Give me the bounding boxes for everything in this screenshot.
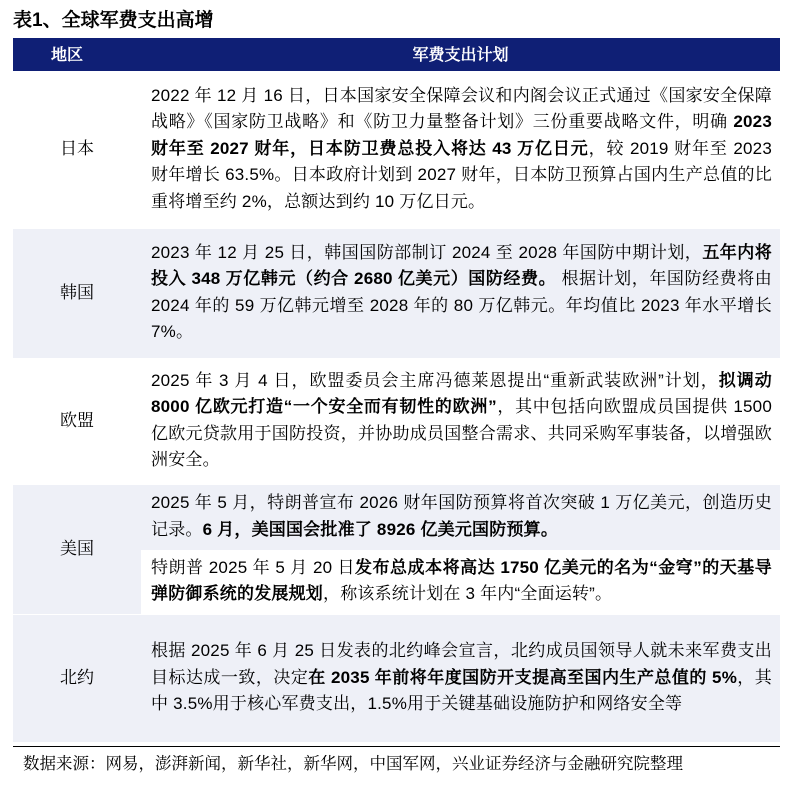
row-korea <box>13 228 780 358</box>
plan-nato <box>141 614 780 742</box>
header-region: 地区 <box>13 38 141 70</box>
plan-usa-2 <box>141 550 780 614</box>
region-nato: 北约 <box>13 614 141 742</box>
plan-eu <box>141 358 780 484</box>
table-header-row <box>13 38 780 70</box>
military-spending-table <box>13 38 780 742</box>
plan-text: 根据 2025 年 6 月 25 日发表的北约峰会宣言，北约成员国领导人就未来军费支出目标达成一致，决定 <box>151 641 772 687</box>
plan-text: 2023 年 12 月 25 日，韩国国防部制订 2024 至 2028 年国防中期计划， <box>151 242 703 262</box>
plan-text: 2025 年 5 月，特朗普宣布 2026 财年国防预算将首次突破 1 万亿美元，创造历史记录。 <box>151 493 772 539</box>
plan-usa-1 <box>141 484 780 550</box>
row-eu <box>13 358 780 484</box>
plan-text: 2025 年 3 月 4 日，欧盟委员会主席冯德莱恩提出“重新武装欧洲”计划， <box>151 370 719 390</box>
row-nato <box>13 614 780 742</box>
plan-japan <box>141 70 780 228</box>
region-japan: 日本 <box>13 70 141 228</box>
plan-text-bold: 拟调动 8000 亿欧元打造“一个安全而有韧性的欧洲” <box>151 370 772 416</box>
plan-text: ，其中包括向欧盟成员国提供 1500 亿欧元贷款用于国防投资，并协助成员国整合需求、共同采购军事装备，以增强欧洲安全。 <box>151 397 772 469</box>
table-bottom-rule <box>13 746 780 747</box>
plan-text: ，其中 3.5%用于核心军费支出，1.5%用于关键基础设施防护和网络安全等 <box>151 667 772 713</box>
region-usa: 美国 <box>13 484 141 614</box>
plan-text: 根据计划，年国防经费将由 2024 年的 59 万亿韩元增至 2028 年的 80 万亿韩元。年均值比 2023 年水平增长 7%。 <box>151 269 772 341</box>
row-usa-1 <box>13 484 780 550</box>
table-title: 表1、全球军费支出高增 <box>13 10 214 31</box>
plan-text-bold: 在 2035 年前将年度国防开支提高至国内生产总值的 5% <box>308 667 738 687</box>
plan-text: ，称该系统计划在 3 年内“全面运转”。 <box>323 584 613 604</box>
plan-text-bold: 五年内将投入 348 万亿韩元（约合 2680 亿美元）国防经费。 <box>151 242 772 288</box>
plan-text-bold: 2023 财年至 2027 财年，日本防卫费总投入将达 43 万亿日元 <box>151 112 772 158</box>
plan-korea <box>141 228 780 358</box>
plan-text: ，较 2019 财年至 2023 财年增长 63.5%。日本政府计划到 2027 财年，日本防卫预算占国内生产总值的比重将增至约 2%，总额达到约 10 万亿日元。 <box>151 138 772 211</box>
plan-text-bold: 6 月，美国国会批准了 8926 亿美元国防预算。 <box>202 519 559 539</box>
row-japan <box>13 70 780 228</box>
plan-text: 2022 年 12 月 16 日，日本国家安全保障会议和内阁会议正式通过《国家安全保障战略》《国家防卫战略》和《防卫力量整备计划》三份重要战略文件，明确 <box>151 85 772 131</box>
region-korea: 韩国 <box>13 228 141 358</box>
header-plan: 军费支出计划 <box>141 38 780 70</box>
region-eu: 欧盟 <box>13 358 141 484</box>
plan-text-bold: 发布总成本将高达 1750 亿美元的名为“金穹”的天基导弹防御系统的发展规划 <box>151 557 772 604</box>
plan-text: 特朗普 2025 年 5 月 20 日 <box>151 557 356 577</box>
source-note: 数据来源：网易，澎湃新闻，新华社，新华网，中国军网，兴业证券经济与金融研究院整理 <box>23 755 683 773</box>
